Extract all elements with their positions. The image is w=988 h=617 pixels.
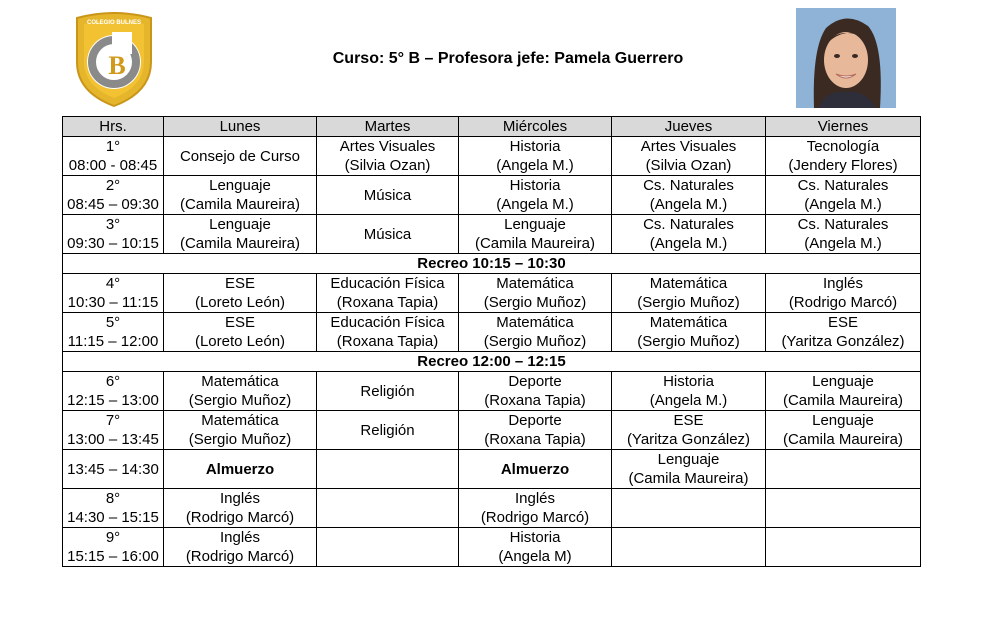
class-cell: Historia (Angela M.) [459,137,612,176]
hour-cell: 3° 09:30 – 10:15 [63,215,164,254]
svg-text:B: B [108,51,126,80]
empty-cell [317,489,459,528]
class-cell: Educación Física (Roxana Tapia) [317,313,459,352]
class-cell: Matemática (Sergio Muñoz) [164,411,317,450]
class-cell: Lenguaje (Camila Maureira) [459,215,612,254]
hour-cell: 13:45 – 14:30 [63,450,164,489]
recess-row [63,254,921,274]
header-row [63,117,921,137]
header-martes: Martes [317,117,459,137]
class-cell: Música [317,176,459,215]
class-cell: Música [317,215,459,254]
empty-cell [766,489,921,528]
table-row [63,489,921,528]
header-jueves: Jueves [612,117,766,137]
empty-cell [612,489,766,528]
table-row [63,528,921,567]
class-cell: Historia (Angela M) [459,528,612,567]
logo-arc-text: COLEGIO BULNES [86,20,142,26]
class-cell: ESE (Loreto León) [164,274,317,313]
class-cell: Consejo de Curso [164,137,317,176]
class-cell: Cs. Naturales (Angela M.) [766,215,921,254]
table-row [63,176,921,215]
class-cell: Lenguaje (Camila Maureira) [766,372,921,411]
hour-cell: 7° 13:00 – 13:45 [63,411,164,450]
class-cell: ESE (Yaritza González) [766,313,921,352]
lunch-cell: Almuerzo [459,450,612,489]
hour-cell: 2° 08:45 – 09:30 [63,176,164,215]
hour-cell: 9° 15:15 – 16:00 [63,528,164,567]
table-row [63,313,921,352]
class-cell: Matemática (Sergio Muñoz) [459,274,612,313]
schedule-table [62,116,921,567]
class-cell: Cs. Naturales (Angela M.) [766,176,921,215]
empty-cell [612,528,766,567]
recess-row [63,352,921,372]
class-cell: Inglés (Rodrigo Marcó) [164,489,317,528]
table-row [63,411,921,450]
class-cell: Lenguaje (Camila Maureira) [164,215,317,254]
hour-cell: 4° 10:30 – 11:15 [63,274,164,313]
class-cell: Artes Visuales (Silvia Ozan) [612,137,766,176]
class-cell: Matemática (Sergio Muñoz) [164,372,317,411]
class-cell: Deporte (Roxana Tapia) [459,372,612,411]
class-cell: Lenguaje (Camila Maureira) [164,176,317,215]
hour-cell: 5° 11:15 – 12:00 [63,313,164,352]
page-title: Curso: 5° B – Profesora jefe: Pamela Guerrero [332,50,684,67]
recess-label: Recreo 12:00 – 12:15 [63,352,921,372]
recess-label: Recreo 10:15 – 10:30 [63,254,921,274]
header-lunes: Lunes [164,117,317,137]
empty-cell [317,528,459,567]
header-hrs: Hrs. [63,117,164,137]
empty-cell [766,528,921,567]
school-logo [74,12,154,108]
header-miercoles: Miércoles [459,117,612,137]
class-cell: Inglés (Rodrigo Marcó) [459,489,612,528]
class-cell: Inglés (Rodrigo Marcó) [164,528,317,567]
class-cell: Historia (Angela M.) [612,372,766,411]
class-cell: Religión [317,372,459,411]
class-cell: Inglés (Rodrigo Marcó) [766,274,921,313]
table-row [63,450,921,489]
class-cell: Cs. Naturales (Angela M.) [612,176,766,215]
class-cell: Lenguaje (Camila Maureira) [766,411,921,450]
class-cell: Cs. Naturales (Angela M.) [612,215,766,254]
table-row [63,215,921,254]
class-cell: Artes Visuales (Silvia Ozan) [317,137,459,176]
empty-cell [766,450,921,489]
class-cell: Lenguaje (Camila Maureira) [612,450,766,489]
table-row [63,274,921,313]
table-row [63,372,921,411]
class-cell: Matemática (Sergio Muñoz) [612,313,766,352]
class-cell: Religión [317,411,459,450]
class-cell: Historia (Angela M.) [459,176,612,215]
class-cell: Deporte (Roxana Tapia) [459,411,612,450]
class-cell: ESE (Yaritza González) [612,411,766,450]
teacher-photo [796,8,896,108]
lunch-cell: Almuerzo [164,450,317,489]
hour-cell: 6° 12:15 – 13:00 [63,372,164,411]
class-cell: Matemática (Sergio Muñoz) [459,313,612,352]
class-cell: Tecnología (Jendery Flores) [766,137,921,176]
hour-cell: 8° 14:30 – 15:15 [63,489,164,528]
header-viernes: Viernes [766,117,921,137]
class-cell: Educación Física (Roxana Tapia) [317,274,459,313]
table-row [63,137,921,176]
empty-cell [317,450,459,489]
class-cell: ESE (Loreto León) [164,313,317,352]
hour-cell: 1° 08:00 - 08:45 [63,137,164,176]
class-cell: Matemática (Sergio Muñoz) [612,274,766,313]
